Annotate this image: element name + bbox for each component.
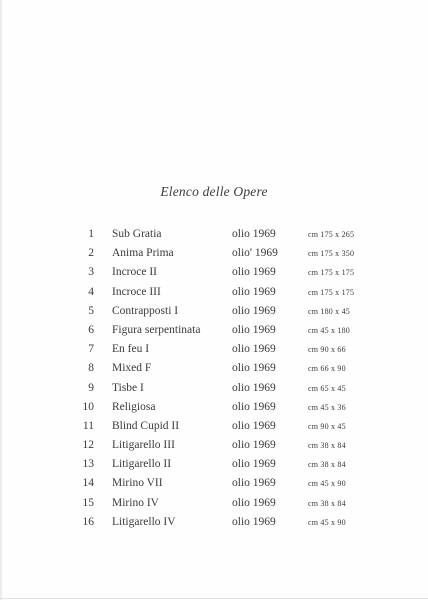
work-medium-year: olio 1969	[232, 419, 276, 432]
work-row	[0, 417, 428, 436]
work-dimensions: cm 175 x 175	[308, 287, 355, 297]
work-title: Incroce III	[112, 285, 161, 298]
work-dimensions: cm 45 x 180	[308, 325, 350, 335]
work-title: Mirino IV	[112, 496, 159, 509]
work-title: En feu I	[112, 343, 150, 356]
work-row	[0, 359, 428, 378]
work-dimensions: cm 45 x 90	[308, 479, 346, 489]
work-title: Incroce II	[112, 266, 158, 279]
work-number: 6	[88, 323, 94, 336]
work-row	[0, 263, 428, 282]
work-number: 13	[82, 458, 94, 471]
work-dimensions: cm 45 x 90	[308, 517, 346, 527]
work-dimensions: cm 38 x 84	[308, 460, 346, 470]
work-number: 9	[88, 381, 94, 394]
work-number: 7	[88, 343, 94, 356]
work-dimensions: cm 45 x 36	[308, 402, 346, 412]
work-title: Mixed F	[112, 362, 152, 375]
work-medium-year: olio 1969	[232, 285, 276, 298]
work-row	[0, 436, 428, 455]
work-dimensions: cm 180 x 45	[308, 306, 350, 316]
work-medium-year: olio 1969	[232, 496, 276, 509]
work-number: 3	[88, 266, 94, 279]
work-row	[0, 379, 428, 398]
work-row	[0, 302, 428, 321]
work-dimensions: cm 38 x 84	[308, 441, 346, 451]
work-number: 1	[88, 228, 94, 240]
work-number: 11	[82, 419, 94, 432]
work-medium-year: olio 1969	[232, 381, 276, 394]
work-title: Contrapposti I	[112, 304, 179, 317]
work-number: 5	[88, 304, 94, 317]
work-medium-year: olio 1969	[232, 304, 276, 317]
work-dimensions: cm 65 x 45	[308, 383, 346, 393]
work-row	[0, 225, 428, 244]
work-title: Tisbe I	[112, 381, 144, 394]
work-medium-year: olio 1969	[232, 343, 276, 356]
work-dimensions: cm 175 x 350	[308, 249, 355, 259]
work-title: Mirino VII	[112, 477, 163, 490]
work-title: Litigarello IV	[112, 515, 176, 528]
work-number: 4	[88, 285, 94, 298]
work-row	[0, 513, 428, 532]
work-title: Sub Gratia	[112, 228, 162, 240]
work-row	[0, 494, 428, 513]
work-medium-year: olio' 1969	[232, 247, 278, 260]
work-row	[0, 321, 428, 340]
work-dimensions: cm 38 x 84	[308, 498, 346, 508]
work-dimensions: cm 66 x 90	[308, 364, 346, 374]
work-medium-year: olio 1969	[232, 458, 276, 471]
work-number: 14	[82, 477, 94, 490]
work-medium-year: olio 1969	[232, 400, 276, 413]
work-medium-year: olio 1969	[232, 439, 276, 452]
work-row	[0, 474, 428, 493]
work-dimensions: cm 90 x 66	[308, 345, 346, 355]
work-number: 15	[82, 496, 94, 509]
works-list	[0, 225, 428, 532]
work-dimensions: cm 90 x 45	[308, 421, 346, 431]
work-number: 8	[88, 362, 94, 375]
work-title: Litigarello III	[112, 439, 175, 452]
work-row	[0, 340, 428, 359]
work-medium-year: olio 1969	[232, 515, 276, 528]
work-medium-year: olio 1969	[232, 323, 276, 336]
bottom-divider	[0, 598, 428, 599]
work-title: Blind Cupid II	[112, 419, 180, 432]
work-dimensions: cm 175 x 265	[308, 230, 355, 239]
work-medium-year: olio 1969	[232, 362, 276, 375]
work-medium-year: olio 1969	[232, 228, 276, 240]
work-number: 2	[88, 247, 94, 260]
work-title: Religiosa	[112, 400, 156, 413]
work-medium-year: olio 1969	[232, 266, 276, 279]
work-title: Anima Prima	[112, 247, 174, 260]
work-number: 12	[82, 439, 94, 452]
work-title: Figura serpentinata	[112, 323, 201, 336]
work-row	[0, 455, 428, 474]
work-number: 16	[82, 515, 94, 528]
work-row	[0, 283, 428, 302]
work-row	[0, 398, 428, 417]
work-dimensions: cm 175 x 175	[308, 268, 355, 278]
work-medium-year: olio 1969	[232, 477, 276, 490]
page-title: Elenco delle Opere	[160, 184, 268, 199]
work-number: 10	[82, 400, 94, 413]
work-title: Litigarello II	[112, 458, 172, 471]
work-row	[0, 244, 428, 263]
